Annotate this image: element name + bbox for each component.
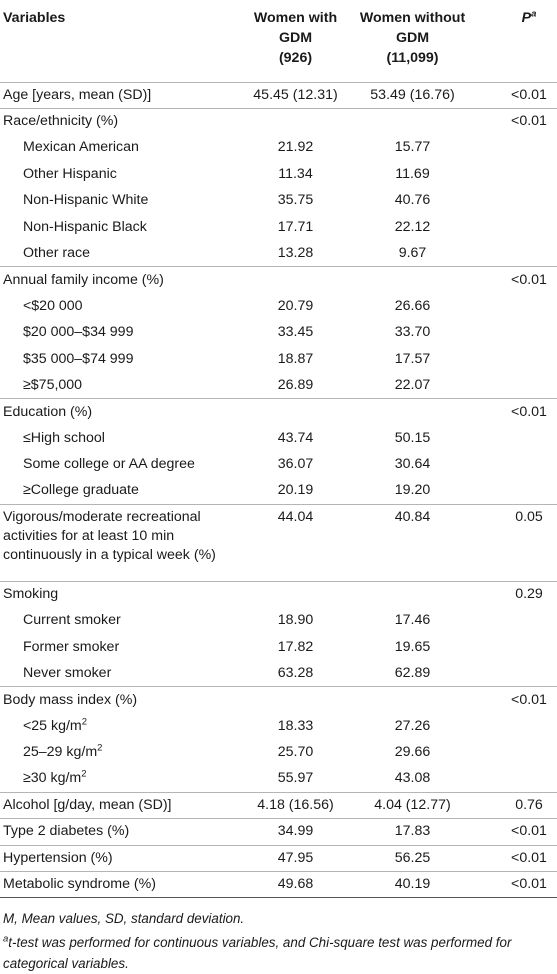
cell-women-with-gdm: 36.07: [277, 456, 314, 473]
cell-p-value: <0.01: [471, 872, 557, 898]
row-label: [0, 399, 237, 425]
table-row: [0, 267, 557, 293]
cell-women-with-gdm: [237, 267, 354, 293]
row-label: [0, 766, 237, 792]
cell-women-with-gdm: 45.45 (12.31): [237, 82, 354, 108]
row-label-text: Non-Hispanic White: [23, 192, 149, 209]
row-label: [0, 425, 237, 451]
header-gdm-line2: GDM: [278, 30, 313, 46]
row-label: [0, 346, 237, 372]
cell-women-without-gdm: 9.67: [398, 244, 427, 261]
cell-p-value: [471, 135, 557, 161]
table-row: [0, 293, 557, 319]
cell-women-without-gdm: 26.66: [394, 297, 431, 314]
cell-women-with-gdm: [237, 399, 354, 425]
row-label-text: Body mass index (%): [3, 691, 138, 708]
cell-women-with-gdm: 18.33: [277, 717, 314, 734]
table-row: [0, 792, 557, 818]
cell-p-value: [471, 240, 557, 266]
cell-women-without-gdm: 40.84: [354, 504, 471, 581]
row-label-text: Education (%): [3, 403, 93, 420]
row-label-text: ≥30 kg/m: [23, 770, 82, 787]
table-row: [0, 425, 557, 451]
cell-women-without-gdm: 22.07: [394, 376, 431, 393]
table-row: [0, 713, 557, 739]
row-label: [0, 845, 237, 871]
cell-women-without-gdm: 4.04 (12.77): [354, 792, 471, 818]
cell-p-value: [471, 766, 557, 792]
table-row: [0, 872, 557, 898]
cell-p-value: <0.01: [471, 82, 557, 108]
cell-women-with-gdm: 18.87: [277, 350, 314, 367]
table-row: [0, 819, 557, 845]
cell-p-value: [471, 740, 557, 766]
table-row: [0, 214, 557, 240]
row-label-text: $35 000–$74 999: [23, 350, 134, 367]
cell-women-without-gdm: 30.64: [394, 456, 431, 473]
cell-women-with-gdm: 49.68: [237, 872, 354, 898]
row-label-text: Type 2 diabetes (%): [3, 823, 130, 840]
cell-women-with-gdm: 26.89: [277, 376, 314, 393]
row-label-text: Metabolic syndrome (%): [3, 876, 156, 893]
cell-p-value: <0.01: [471, 687, 557, 713]
cell-women-without-gdm: [354, 581, 471, 607]
footnote-abbreviations: M, Mean values, SD, standard deviation.: [3, 911, 245, 927]
row-label-text: ≥College graduate: [23, 482, 139, 499]
header-p-value: [471, 0, 557, 82]
cell-women-with-gdm: 35.75: [277, 192, 314, 209]
row-label: [0, 267, 237, 293]
cell-p-value: <0.01: [471, 108, 557, 134]
cell-p-value: <0.01: [471, 819, 557, 845]
row-label: [0, 608, 237, 634]
row-label: [0, 372, 237, 398]
cell-women-without-gdm: 19.20: [394, 482, 431, 499]
cell-women-with-gdm: 20.19: [277, 482, 314, 499]
footnote-test-note: [3, 932, 554, 974]
header-women-without-gdm: [354, 0, 471, 82]
row-label: [0, 740, 237, 766]
row-label-text: ≥$75,000: [23, 376, 83, 393]
table-body: [0, 82, 557, 898]
cell-women-without-gdm: 17.83: [354, 819, 471, 845]
row-label-text: Age [years, mean (SD)]: [3, 86, 152, 103]
cell-women-without-gdm: 40.19: [354, 872, 471, 898]
header-gdm-line1: Women with: [253, 10, 338, 26]
row-label: [0, 240, 237, 266]
row-label: [0, 713, 237, 739]
table-row: [0, 478, 557, 504]
cell-p-value: [471, 608, 557, 634]
cell-women-without-gdm: 11.69: [395, 165, 430, 182]
table-row: [0, 451, 557, 477]
cell-women-without-gdm: 62.89: [394, 664, 431, 681]
table-row: [0, 845, 557, 871]
row-label-text: Vigorous/moderate recreational activities for at least 10 min continuously in a typical week (%): [3, 508, 216, 563]
row-label-text: Other Hispanic: [23, 165, 117, 182]
cell-women-with-gdm: 55.97: [277, 770, 314, 787]
cell-women-with-gdm: [237, 581, 354, 607]
table-row: [0, 660, 557, 686]
cell-p-value: [471, 214, 557, 240]
cell-p-value: <0.01: [471, 845, 557, 871]
row-label: [0, 504, 237, 581]
cell-women-without-gdm: 15.77: [394, 139, 431, 156]
row-label: [0, 819, 237, 845]
cell-p-value: [471, 634, 557, 660]
row-label-text: Smoking: [3, 586, 59, 603]
table-row: [0, 634, 557, 660]
header-variables: Variables: [3, 10, 66, 26]
row-label-text: Current smoker: [23, 612, 121, 629]
cell-women-without-gdm: 56.25: [354, 845, 471, 871]
row-label: [0, 478, 237, 504]
table-row: [0, 320, 557, 346]
cell-p-value: <0.01: [471, 267, 557, 293]
cell-women-with-gdm: 25.70: [277, 744, 314, 761]
cell-p-value: [471, 293, 557, 319]
cell-p-value: [471, 713, 557, 739]
header-nogdm-line3: (11,099): [386, 50, 439, 66]
row-label-text: Mexican American: [23, 139, 139, 156]
cell-women-with-gdm: 21.92: [277, 139, 314, 156]
header-row: [0, 0, 557, 82]
table-row: [0, 161, 557, 187]
table-row: [0, 188, 557, 214]
cell-women-with-gdm: 13.28: [277, 244, 314, 261]
row-label: [0, 451, 237, 477]
cell-women-with-gdm: 18.90: [277, 612, 314, 629]
row-label-superscript: 2: [97, 742, 103, 754]
cell-women-without-gdm: [354, 687, 471, 713]
row-label: [0, 214, 237, 240]
footnote-superscript: a: [3, 933, 9, 945]
header-p-label: P: [521, 10, 532, 26]
cell-women-without-gdm: 43.08: [394, 770, 431, 787]
table-row: [0, 240, 557, 266]
row-label-text: ≤High school: [23, 429, 105, 446]
table-row: [0, 608, 557, 634]
row-label-superscript: 2: [81, 768, 87, 780]
cell-women-with-gdm: 33.45: [277, 324, 314, 341]
cell-p-value: [471, 161, 557, 187]
cell-women-with-gdm: [237, 687, 354, 713]
cell-p-value: 0.29: [471, 581, 557, 607]
cell-women-without-gdm: 22.12: [394, 218, 431, 235]
row-label: [0, 82, 237, 108]
cell-women-without-gdm: 17.57: [394, 350, 431, 367]
cell-p-value: [471, 660, 557, 686]
row-label-text: Former smoker: [23, 638, 120, 655]
cell-women-with-gdm: 43.74: [277, 429, 314, 446]
row-label: [0, 161, 237, 187]
cell-women-with-gdm: [237, 108, 354, 134]
cell-women-without-gdm: [354, 267, 471, 293]
header-p-superscript: a: [531, 8, 537, 20]
row-label: [0, 135, 237, 161]
cell-p-value: [471, 188, 557, 214]
cell-women-with-gdm: 17.71: [277, 218, 314, 235]
cell-women-with-gdm: 47.95: [237, 845, 354, 871]
header-nogdm-line1: Women without: [359, 10, 466, 26]
footnote-text: t-test was performed for continuous variables, and Chi-square test was performed for categorical variables.: [3, 935, 512, 972]
row-label: [0, 581, 237, 607]
row-label-text: Other race: [23, 244, 91, 261]
table-row: [0, 372, 557, 398]
row-label-text: Alcohol [g/day, mean (SD)]: [3, 797, 172, 814]
cell-p-value: [471, 478, 557, 504]
row-label: [0, 293, 237, 319]
row-label-text: Annual family income (%): [3, 271, 164, 288]
cell-p-value: 0.05: [471, 504, 557, 581]
header-nogdm-line2: GDM: [395, 30, 430, 46]
row-label: [0, 108, 237, 134]
row-label-text: Non-Hispanic Black: [23, 218, 147, 235]
cell-women-without-gdm: 50.15: [394, 429, 431, 446]
cell-women-without-gdm: [354, 108, 471, 134]
cell-p-value: 0.76: [471, 792, 557, 818]
cell-women-with-gdm: 63.28: [277, 664, 314, 681]
cell-women-without-gdm: 27.26: [394, 717, 431, 734]
cell-women-without-gdm: 33.70: [394, 324, 431, 341]
cell-women-without-gdm: 19.65: [394, 638, 431, 655]
cell-women-with-gdm: 20.79: [277, 297, 314, 314]
table-row: [0, 687, 557, 713]
row-label: [0, 188, 237, 214]
cell-women-without-gdm: 17.46: [394, 612, 431, 629]
row-label-text: Never smoker: [23, 664, 112, 681]
cell-p-value: [471, 372, 557, 398]
row-label-text: <$20 000: [23, 297, 83, 314]
table-row: [0, 108, 557, 134]
row-label-text: Race/ethnicity (%): [3, 113, 119, 130]
header-gdm-line3: (926): [278, 50, 313, 66]
row-label-superscript: 2: [81, 716, 88, 728]
table-row: [0, 740, 557, 766]
cell-women-with-gdm: 44.04: [237, 504, 354, 581]
row-label-text: <25 kg/m: [23, 717, 82, 734]
table-row: [0, 135, 557, 161]
cell-women-without-gdm: 40.76: [394, 192, 431, 209]
cell-p-value: [471, 346, 557, 372]
table-row: [0, 346, 557, 372]
table-row: [0, 399, 557, 425]
row-label: [0, 687, 237, 713]
cell-women-with-gdm: 17.82: [277, 638, 314, 655]
row-label: [0, 320, 237, 346]
row-label-text: $20 000–$34 999: [23, 324, 134, 341]
table-row: [0, 82, 557, 108]
cell-women-with-gdm: 4.18 (16.56): [237, 792, 354, 818]
cell-women-with-gdm: 34.99: [237, 819, 354, 845]
table-row: [0, 581, 557, 607]
cell-p-value: [471, 320, 557, 346]
row-label-text: Hypertension (%): [3, 849, 113, 866]
table-footnotes: [0, 898, 557, 974]
row-label: [0, 792, 237, 818]
row-label-text: 25–29 kg/m: [23, 744, 98, 761]
header-women-with-gdm: [237, 0, 354, 82]
row-label: [0, 634, 237, 660]
cell-women-without-gdm: 29.66: [394, 744, 431, 761]
row-label: [0, 872, 237, 898]
cell-women-with-gdm: 11.34: [278, 165, 313, 182]
cell-women-without-gdm: [354, 399, 471, 425]
row-label-text: Some college or AA degree: [23, 456, 195, 473]
row-label: [0, 660, 237, 686]
cell-p-value: [471, 451, 557, 477]
cell-p-value: <0.01: [471, 399, 557, 425]
cell-p-value: [471, 425, 557, 451]
cell-women-without-gdm: 53.49 (16.76): [354, 82, 471, 108]
table-row: [0, 766, 557, 792]
table-row: [0, 504, 557, 581]
